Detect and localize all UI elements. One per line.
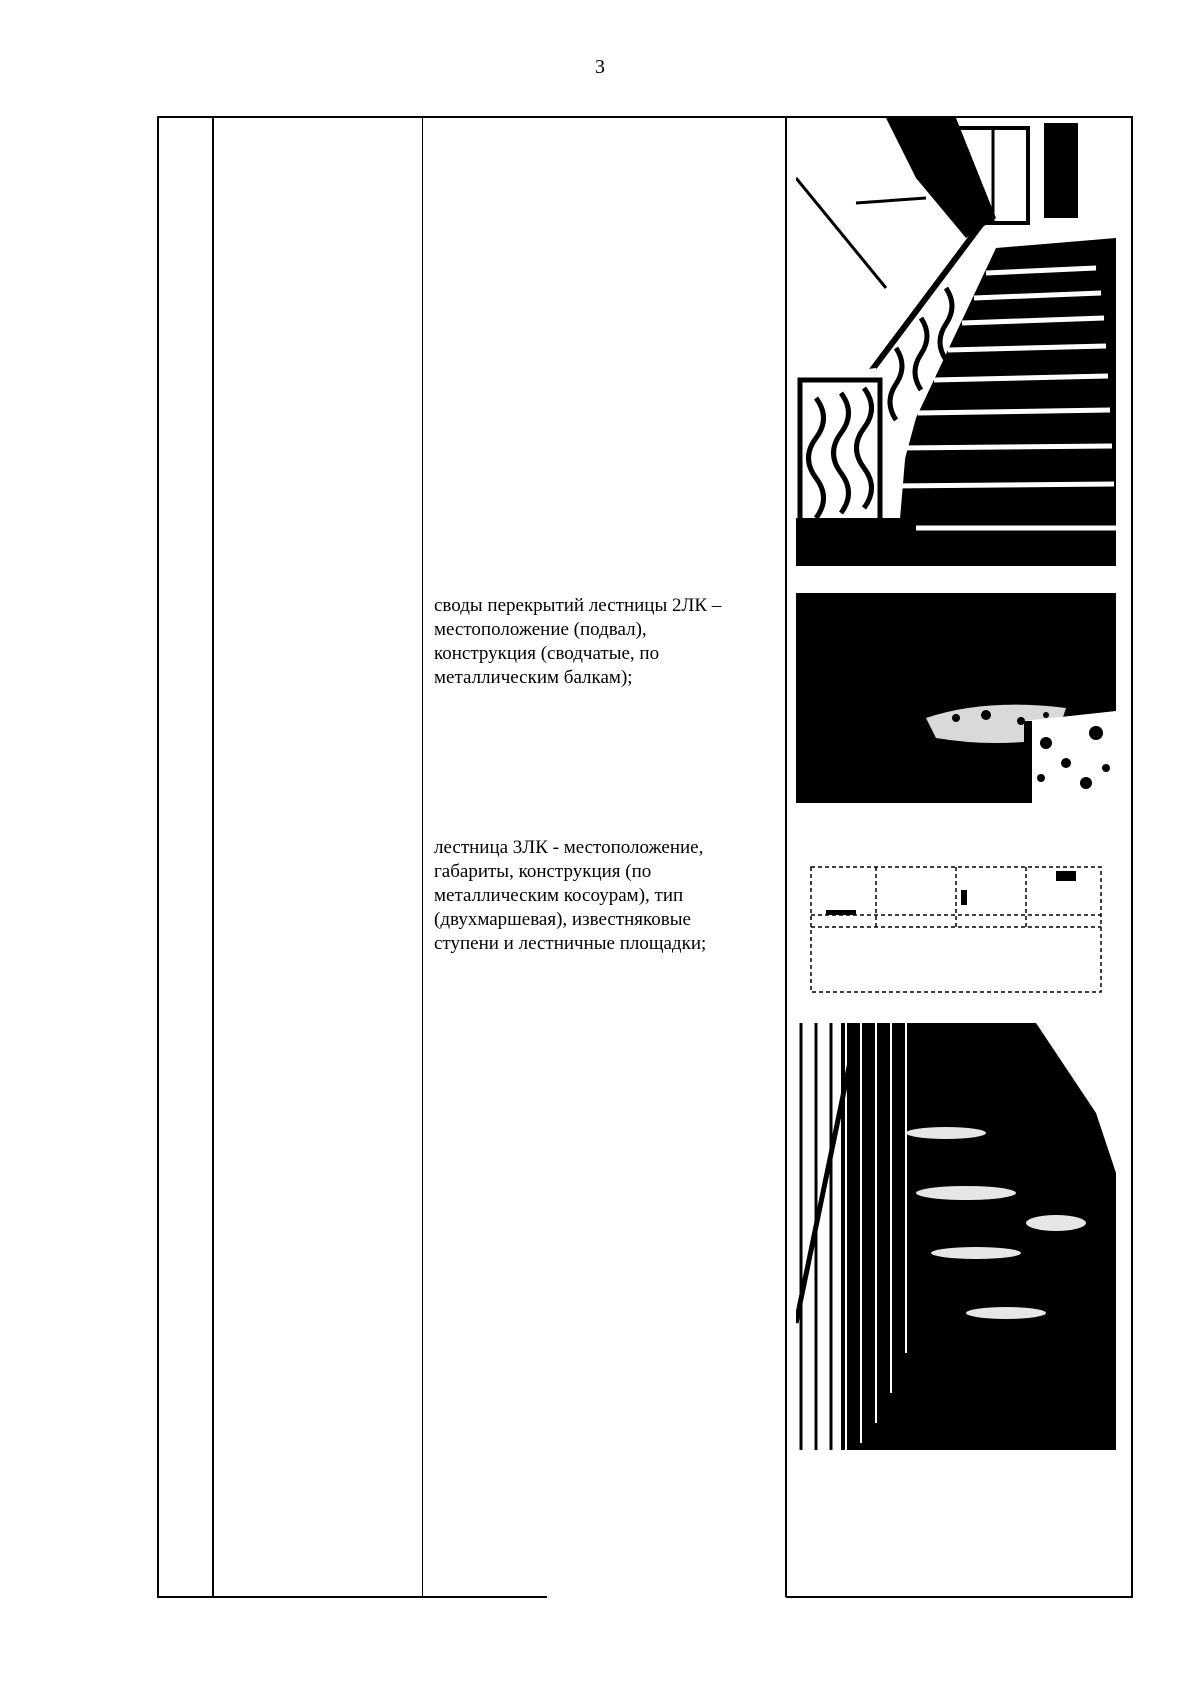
floor-plan-3lk-image <box>806 855 1106 1000</box>
column-divider-1 <box>212 116 214 1597</box>
staircase-3lk-photo <box>796 1023 1116 1450</box>
table-right-border <box>1131 116 1133 1597</box>
entry-vaults-2lk-text <box>434 594 784 690</box>
entry-line: габариты, конструкция (по <box>434 861 652 882</box>
entry-line: (двухмаршевая), известняковые <box>434 909 691 930</box>
entry-line: металлическим балкам); <box>434 667 633 688</box>
entry-line: лестница 3ЛК - местоположение, <box>434 837 704 858</box>
entry-line: ступени и лестничные площадки; <box>434 933 707 954</box>
table-bottom-border-left <box>157 1596 547 1598</box>
column-divider-3 <box>785 116 787 1597</box>
vaults-2lk-photo <box>796 593 1116 803</box>
staircase-2lk-photo <box>796 118 1116 566</box>
page-number: 3 <box>595 56 605 78</box>
entry-line: конструкция (сводчатые, по <box>434 643 660 664</box>
entry-line: металлическим косоурам), тип <box>434 885 684 906</box>
table-bottom-border-right <box>786 1596 1133 1598</box>
entry-line: своды перекрытий лестницы 2ЛК – <box>434 595 722 616</box>
column-divider-2 <box>422 116 423 1597</box>
entry-stair-3lk-text <box>434 836 784 956</box>
table-left-border <box>157 116 159 1597</box>
entry-line: местоположение (подвал), <box>434 619 647 640</box>
